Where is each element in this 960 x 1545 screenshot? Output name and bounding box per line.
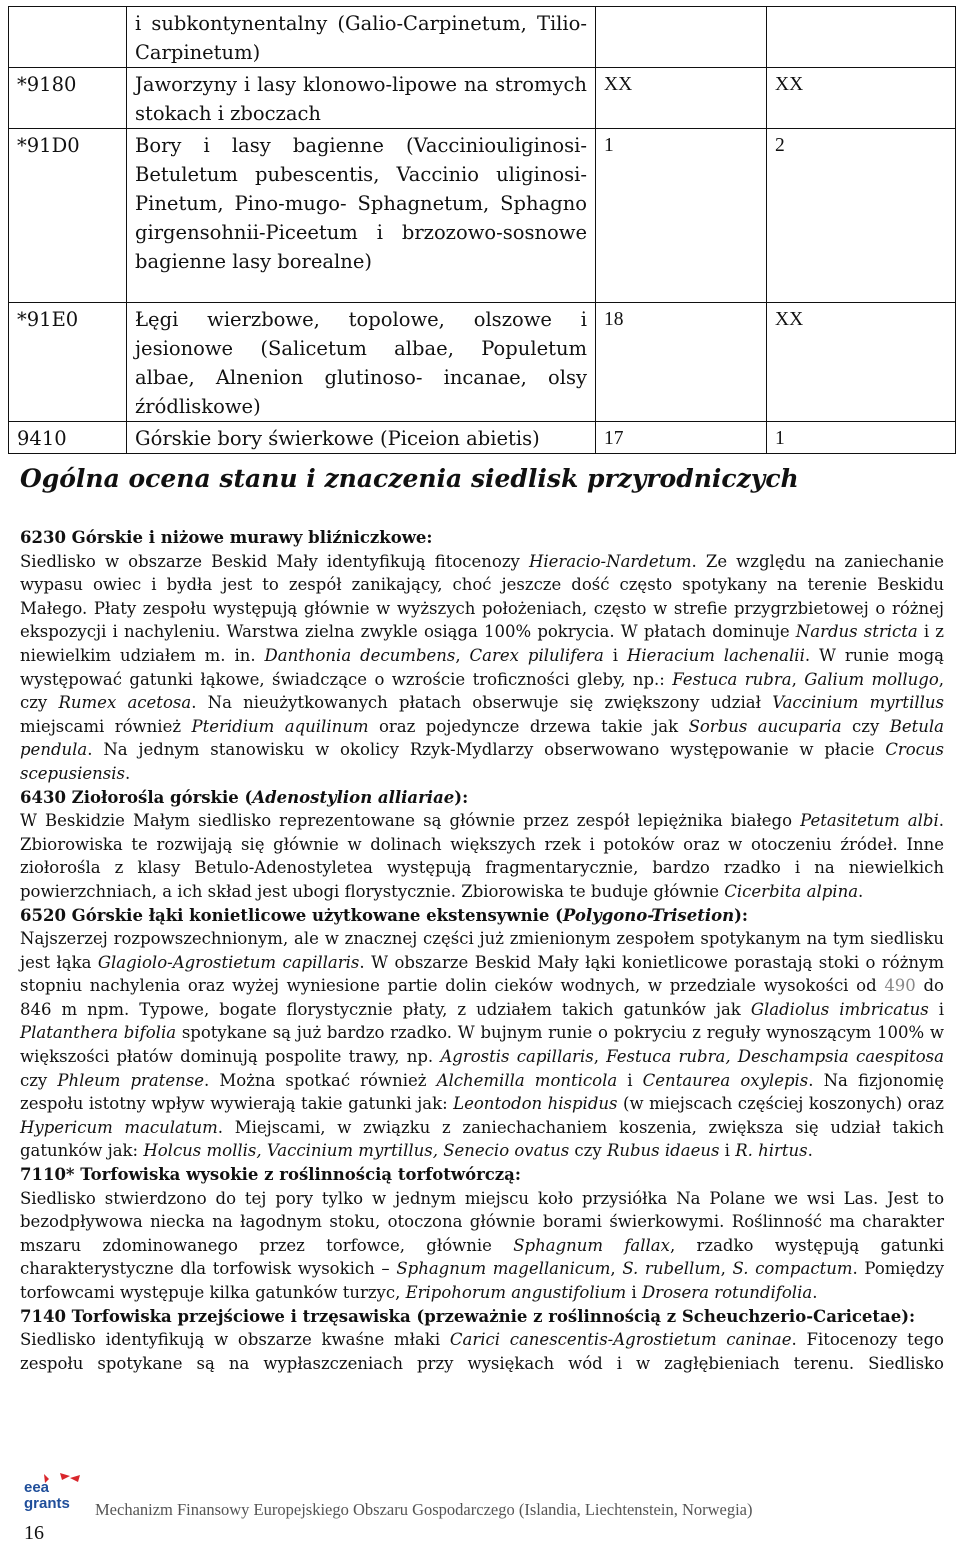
section-7110-text: Siedlisko stwierdzono do tej pory tylko w jednym miejscu koło przysiółka Na Polane we wsi Las. Jest to bezodpływowa niecka na łagodnym stoku, otoczona głównie borami świerkowymi. Roślinność ma charakter mszaru zdominowanego przez torfowce, głównie Sphagnum fallax, rzadko występują gatunki charakterystyczne dla torfowisk wysokich – Sphagnum magellanicum, S. rubellum, S. compactum. Pomiędzy torfowcami występuje kilka gatunków turzyc, Eripohorum angustifolium i Drosera rotundifolia. — [20, 1188, 945, 1302]
habitat-name: Łęgi wierzbowe, topolowe, olszowe i jesionowe (Salicetum albae, Populetum albae, Alnenion glutinoso- incanae, olsy źródliskowe) — [127, 303, 596, 422]
altitude-value: 490 — [884, 976, 916, 996]
habitat-name: i subkontynentalny (Galio-Carpinetum, Tilio-Carpinetum) — [127, 7, 596, 68]
section-6430-title: 6430 Ziołorośla górskie (Adenostylion alliariae): — [20, 787, 469, 807]
table-row — [9, 129, 956, 303]
section-6520-text: Najszerzej rozpowszechnionym, ale w znacznej części już zmienionym zespołem spotykanym na tym siedlisku jest łąka Glagiolo-Agrostietum capillaris. W obszarze Beskid Mały łąki konietlicowe porastają stoki o różnym stopniu nachylenia oraz wyżej wyniesione partie dolin cieków wodnych, w przedziale wysokości od 490 do 846 m npm. Typowe, bogate florystycznie płaty, z udziałem takich gatunków jak Gladiolus imbricatus i Platanthera bifolia spotykane są już bardzo rzadko. W bujnym runie o pokryciu z reguły wynoszącym 100% w większości płatów dominują pospolite trawy, np. Agrostis capillaris, Festuca rubra, Deschampsia caespitosa czy Phleum pratense. Można spotkać również Alchemilla monticola i Centaurea oxylepis. Na fizjonomię zespołu istotny wpływ wywierają takie gatunki jak: Leontodon hispidus (w miejscach częściej koszonych) oraz Hypericum maculatum. Miejscami, w związku z zaniechachaniem koszenia, zwiększa się udział takich gatunków jak: Holcus mollis, Vaccinium myrtillus, Senecio ovatus czy Rubus idaeus i R. hirtus. — [20, 929, 945, 1161]
logo-text-grants: grants — [24, 1495, 70, 1512]
habitat-name: Górskie bory świerkowe (Piceion abietis) — [127, 422, 596, 454]
table-row — [9, 422, 956, 454]
habitat-name: Jaworzyny i lasy klonowo-lipowe na stromych stokach i zboczach — [127, 68, 596, 129]
body-text — [20, 526, 944, 1375]
habitat-value-1: 1 — [596, 129, 767, 303]
page-number: 16 — [24, 1522, 44, 1544]
habitat-value-2: 1 — [767, 422, 956, 454]
habitat-value-1: 17 — [596, 422, 767, 454]
logo-red-mark — [60, 1473, 70, 1480]
table-row — [9, 68, 956, 129]
habitat-value-2 — [767, 7, 956, 68]
habitat-value-1 — [596, 7, 767, 68]
habitat-code: *91E0 — [9, 303, 127, 422]
eea-grants-logo — [22, 1470, 94, 1514]
section-7140-title: 7140 Torfowiska przejściowe i trzęsawiska (przeważnie z roślinnością z Scheuchzerio-Caricetae): — [20, 1306, 916, 1326]
habitat-table — [8, 6, 956, 454]
section-6430-text: W Beskidzie Małym siedlisko reprezentowane są głównie przez zespół lepiężnika białego Petasitetum albi. Zbiorowiska te rozwijają się głównie w dolinach większych rzek i potoków oraz w otoczeniu źródeł. Inne ziołorośla z klasy Betulo-Adenostyletea występują fragmentarycznie, bardzo rzadko i na niewielkich powierzchniach, a ich skład jest ubogi florystycznie. Zbiorowiska te buduje głównie Cicerbita alpina. — [20, 811, 945, 901]
habitat-code: *9180 — [9, 68, 127, 129]
table-row — [9, 303, 956, 422]
section-6230-text: Siedlisko w obszarze Beskid Mały identyfikują fitocenozy Hieracio-Nardetum. Ze względu na zaniechanie wypasu owiec i bydła jest to zespół zanikający, choć jeszcze dość często spotykany na terenie Beskidu Małego. Płaty zespołu występują głównie w wyższych położeniach, często w strefie przygrzbietowej o różnej ekspozycji i nachyleniu. Warstwa zielna zwykle osiąga 100% pokrycia. W płatach dominuje Nardus stricta i z niewielkim udziałem m. in. Danthonia decumbens, Carex pilulifera i Hieracium lachenalii. W runie mogą występować gatunki łąkowe, świadczące o wzroście troficzności gleby, np.: Festuca rubra, Galium mollugo, czy Rumex acetosa. Na nieużytkowanych płatach obserwuje się zwiększony udział Vaccinium myrtillus miejscami również Pteridium aquilinum oraz pojedyncze drzewa takie jak Sorbus aucuparia czy Betula pendula. Na jednym stanowisku w okolicy Rzyk-Mydlarzy obserwowano występowanie w płacie Crocus scepusiensis. — [20, 551, 945, 783]
section-6230-title: 6230 Górskie i niżowe murawy bliźniczkowe: — [20, 528, 433, 547]
table-row — [9, 7, 956, 68]
footer-text: Mechanizm Finansowy Europejskiego Obszaru Gospodarczego (Islandia, Liechtenstein, Norwegia) — [95, 1500, 753, 1519]
logo-text-eea: eea — [24, 1479, 50, 1496]
habitat-value-2: XX — [767, 68, 956, 129]
logo-red-mark — [70, 1475, 80, 1482]
habitat-name: Bory i lasy bagienne (Vacciniouliginosi-Betuletum pubescentis, Vaccinio uliginosi-Pinetum, Pino-mugo- Sphagnetum, Sphagno girgensohnii-Piceetum i brzozowo-sosnowe bagienne lasy borealne) — [127, 129, 596, 303]
section-7110-title: 7110* Torfowiska wysokie z roślinnością torfotwórczą: — [20, 1165, 521, 1185]
section-6520-title: 6520 Górskie łąki konietlicowe użytkowane ekstensywnie (Polygono-Trisetion): — [20, 905, 749, 925]
habitat-value-2: XX — [767, 303, 956, 422]
habitat-code: *91D0 — [9, 129, 127, 303]
habitat-value-2: 2 — [767, 129, 956, 303]
habitat-value-1: XX — [596, 68, 767, 129]
habitat-value-1: 18 — [596, 303, 767, 422]
section-heading: Ogólna ocena stanu i znaczenia siedlisk przyrodniczych — [20, 464, 799, 493]
habitat-code — [9, 7, 127, 68]
section-7140-text: Siedlisko identyfikują w obszarze kwaśne młaki Carici canescentis-Agrostietum caninae. Fitocenozy tego zespołu spotykane są na wypłaszczeniach przy wysiękach wód i w zagłębieniach terenu. Siedlisko — [20, 1330, 944, 1373]
habitat-code: 9410 — [9, 422, 127, 454]
